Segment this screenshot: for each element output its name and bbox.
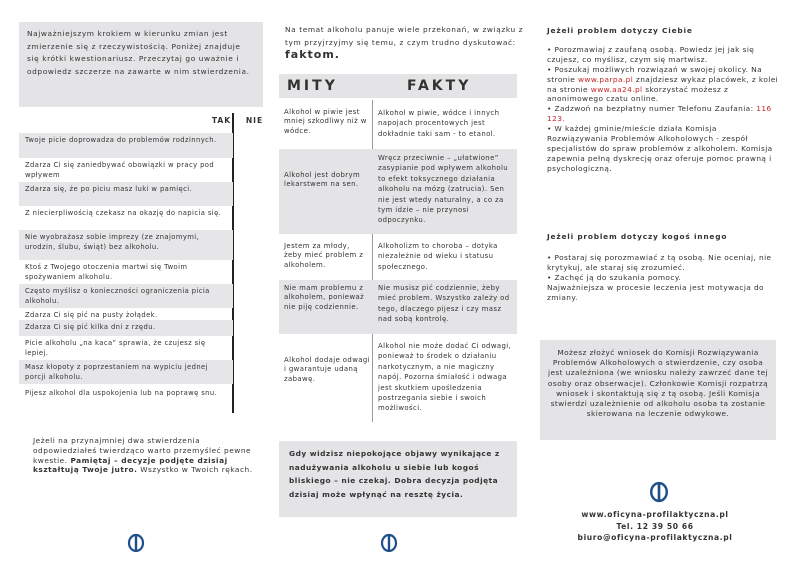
list-item-text: W każdej gminie/mieście działa Komisja Rozwiązywania Problemów Alkoholowych - zespół specjalistów do spraw problemów z alkoholem. Komisja zapewnia pełną dyskrecję oraz oferuje pomoc prawną i psychologiczną. <box>547 124 773 173</box>
website-link[interactable]: www.oficyna-profilaktyczna.pl <box>581 510 729 519</box>
parpa-link[interactable]: www.parpa.pl <box>577 74 634 84</box>
myth-fact-row <box>279 338 517 422</box>
list-item <box>547 283 779 303</box>
list-item-text: Porozmawiaj z zaufaną osobą. Powiedz jej jak się czujesz, co myślisz, czym się martwisz. <box>547 44 755 64</box>
myths-intro-big: faktom. <box>285 48 340 61</box>
question-row: Picie alkoholu „na kaca” sprawia, że czujesz się lepiej. <box>25 339 206 357</box>
list-item-text: Zadzwoń na bezpłatny numer Telefonu Zaufania: <box>554 104 757 114</box>
list-item: • Zachęć ją do szukania pomocy. <box>547 272 682 282</box>
myth-text: Alkohol dodaje odwagi i gwarantuje udaną zabawę. <box>284 356 370 383</box>
myth-fact-row <box>279 149 517 234</box>
question-row: Zdarza się, że po piciu masz luki w pamięci. <box>19 182 233 206</box>
fact-text: Alkohol w piwie, wódce i innych napojach procentowych jest dokładnie taki sam - to etanol. <box>378 109 500 138</box>
question-row: Zdarza Ci się pić kilka dni z rzędu. <box>19 320 233 336</box>
self-help-section <box>547 26 779 174</box>
answer-header <box>205 116 271 125</box>
publisher-logo-icon <box>649 480 669 504</box>
myths-heading: MITY <box>287 78 338 94</box>
myth-fact-row <box>279 104 517 144</box>
question-row: Zdarza Ci się pić na pusty żołądek. <box>25 311 158 319</box>
myths-intro-text: Na temat alkoholu panuje wiele przekonań, w związku z tym przyjrzyjmy się temu, z czym trudno dyskutować: <box>285 25 524 47</box>
warning-text: Gdy widzisz niepokojące objawy wynikające z nadużywania alkoholu u siebie lub kogoś bliskiego – nie czekaj. Dobra decyzja podjęta dzisiaj może wpłynąć na resztę życia. <box>289 449 500 499</box>
myth-text: Alkohol w piwie jest mniej szkodliwy niż w wódce. <box>284 108 367 135</box>
commission-info-text: Możesz złożyć wniosek do Komisji Rozwiązywania Problemów Alkoholowych o stwierdzenie, czy osoba jest uzależniona (we wniosku należy zawrzeć dane tej osoby oraz obserwacje). Członkowie Komisji rozpatrzą wniosek i skontaktują się z tą osobą. Jeśli Komisja stwierdzi uzależnienie od alkoholu osoba ta zostanie skierowana na leczenie odwykowe. <box>547 348 769 419</box>
list-item: • W każdej gminie/mieście działa Komisja Rozwiązywania Problemów Alkoholowych - zespół specjalistów do spraw problemów z alkoholem. Komisja zapewnia pełną dyskrecję oraz oferuje pomoc prawną i psychologiczną. <box>547 124 773 173</box>
questionnaire-intro-text: Najważniejszym krokiem w kierunku zmian jest zmierzenie się z rzeczywistością. Poniżej znajduje się krótki kwestionariusz. Przeczytaj go uważnie i odpowiedz szczerze na zawarte w nim stwierdzenia. <box>27 29 250 76</box>
questionnaire-conclusion <box>33 436 253 475</box>
myths-intro <box>285 24 525 63</box>
fact-text: Alkoholizm to choroba – dotyka niezależnie od wieku i statusu społecznego. <box>378 242 498 271</box>
email-link[interactable]: biuro@oficyna-profilaktyczna.pl <box>577 533 733 542</box>
list-item: • Porozmawiaj z zaufaną osobą. Powiedz jej jak się czujesz, co myślisz, czym się martwisz. <box>547 44 755 64</box>
publisher-logo-icon <box>380 533 398 553</box>
tak-label: TAK <box>211 116 232 125</box>
fact-text: Wręcz przeciwnie – „ułatwione” zasypianie pod wpływem alkoholu to efekt toksycznego działania alkoholu na mózg (zatrucia). Sen nie jest wtedy naturalny, a co za tym idzie – nie przynosi odpoczynku. <box>378 154 509 225</box>
conclusion-text: Jeżeli na przynajmniej dwa stwierdzenia odpowiedziałeś twierdząco warto przemyśleć pewne kwestie. <box>33 436 252 465</box>
list-item-text: Najważniejsza w procesie leczenia jest motywacja do zmiany. <box>547 282 764 302</box>
conclusion-bold: Pamiętaj – decyzje podjęte dzisiaj kształtują Twoje jutro. <box>33 455 228 475</box>
list-item-text: znajdziesz wykaz placówek, z kolei na stronie <box>547 74 779 94</box>
self-help-heading: Jeżeli problem dotyczy Ciebie <box>547 26 693 35</box>
self-help-list <box>547 45 779 174</box>
question-row: Ktoś z Twojego otoczenia martwi się Twoim spożywaniem alkoholu. <box>25 263 188 281</box>
question-row: Masz kłopoty z poprzestaniem na wypiciu jednej porcji alkoholu. <box>19 360 233 384</box>
list-item: • Postaraj się porozmawiać z tą osobą. Nie oceniaj, nie krytykuj, ale staraj się zrozumieć. <box>547 252 772 272</box>
question-row: Zdarza Ci się zaniedbywać obowiązki w pracy pod wpływem <box>25 161 215 179</box>
publisher-logo-icon <box>127 533 145 553</box>
myth-text: Alkohol jest dobrym lekarstwem na sen. <box>284 171 361 189</box>
myth-fact-row <box>279 238 517 276</box>
list-item-text: skorzystać możesz z anonimowego czatu online. <box>547 84 729 104</box>
list-item-text: Poszukaj możliwych rozwiązań w swojej okolicy. Na stronie <box>547 64 763 84</box>
others-help-list <box>547 253 779 303</box>
question-row: Pijesz alkohol dla uspokojenia lub na poprawę snu. <box>25 389 218 397</box>
list-item-text: Zachęć ją do szukania pomocy. <box>554 272 682 282</box>
question-row: Twoje picie doprowadza do problemów rodzinnych. <box>19 133 233 158</box>
warning-box <box>279 441 517 517</box>
fact-text: Nie musisz pić codziennie, żeby mieć problem. Wszystko zależy od tego, dlaczego pijesz i czy masz nad sobą kontrolę. <box>378 284 510 324</box>
others-help-section <box>547 232 779 302</box>
questionnaire-intro-box <box>19 22 263 107</box>
list-item: • Zadzwoń na bezpłatny numer Telefonu Zaufania: 116 123. <box>547 104 772 124</box>
question-row: Z niecierpliwością czekasz na okazję do napicia się. <box>25 209 222 217</box>
others-help-heading: Jeżeli problem dotyczy kogoś innego <box>547 232 728 241</box>
conclusion-end: Wszystko w Twoich rękach. <box>140 465 253 475</box>
fact-text: Alkohol nie może dodać Ci odwagi, ponieważ to środek o działaniu narkotycznym, a nie magiczny napój. Pozorna śmiałość i odwaga jest skutkiem upośledzenia postrzegania siebie i swoich możliwości. <box>378 342 512 413</box>
myth-text: Jestem za młody, żeby mieć problem z alkoholem. <box>284 242 364 269</box>
question-row: Często myślisz o konieczności ograniczenia picia alkoholu. <box>19 284 233 308</box>
question-row: Nie wyobrażasz sobie imprezy (ze znajomymi, urodzin, ślubu, świąt) bez alkoholu. <box>19 230 233 260</box>
nie-label: NIE <box>245 116 264 125</box>
commission-info-box <box>540 340 776 440</box>
aa24-link[interactable]: www.aa24.pl <box>590 84 643 94</box>
myth-text: Nie mam problemu z alkoholem, ponieważ nie piję codziennie. <box>284 284 365 311</box>
phone-number: Tel. 12 39 50 66 <box>616 521 694 531</box>
list-item: • Poszukaj możliwych rozwiązań w swojej okolicy. Na stronie www.parpa.pl znajdziesz wykaz placówek, z kolei na stronie www.aa24.pl skorzystać możesz z anonimowego czatu online. <box>547 64 779 104</box>
myth-fact-row <box>279 280 517 334</box>
list-item-text: Postaraj się porozmawiać z tą osobą. Nie oceniaj, nie krytykuj, ale staraj się zrozumieć. <box>547 252 772 272</box>
facts-heading: FAKTY <box>407 78 472 94</box>
myths-facts-header <box>279 74 517 98</box>
helpline-number: 116 123. <box>547 104 772 124</box>
contact-block <box>555 509 755 544</box>
